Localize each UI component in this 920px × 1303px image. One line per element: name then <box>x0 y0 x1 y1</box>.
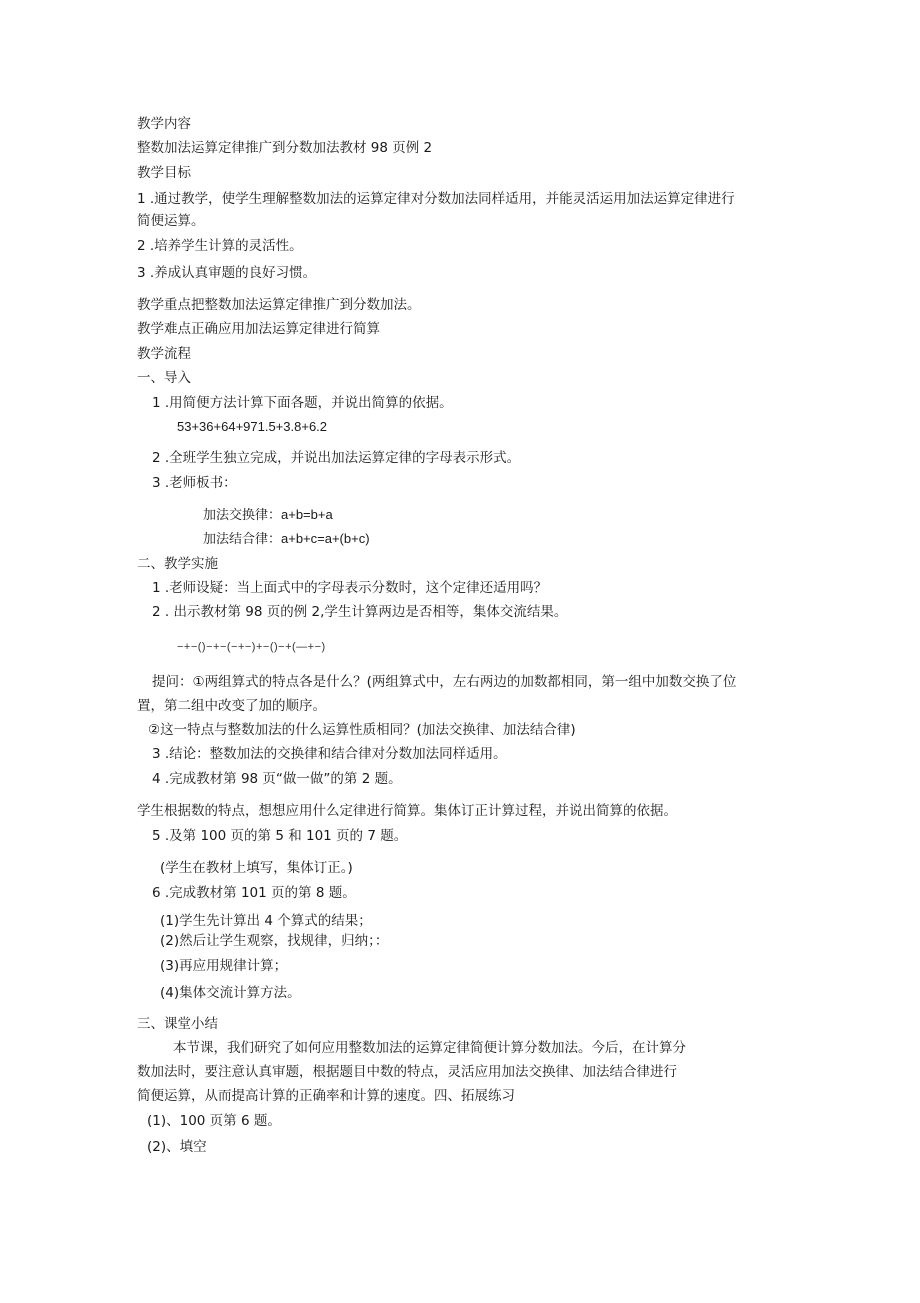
objective-1-cont: 简便运算。 <box>137 213 205 229</box>
sub-step-1: (1)学生先计算出 4 个算式的结果； <box>160 913 372 929</box>
part-heading-summary: 三、课堂小结 <box>137 1016 218 1032</box>
question-line-1: 提问：①两组算式的特点各是什么？(两组算式中，左右两边的加数都相同，第一组中加数交换了位 <box>152 674 737 690</box>
question-line-2: 置，第二组中改变了加的顺序。 <box>137 698 326 714</box>
impl-step-2: 2 . 出示教材第 98 页的例 2,学生计算两边是否相等，集体交流结果。 <box>152 604 568 620</box>
content-line: 整数加法运算定律推广到分数加法教材 98 页例 2 <box>137 140 433 156</box>
impl-step-5-note: (学生在教材上填写，集体订正。) <box>160 860 353 876</box>
sub-step-3: (3)再应用规律计算； <box>160 958 288 974</box>
impl-step-4: 4 .完成教材第 98 页“做一做”的第 2 题。 <box>152 771 402 787</box>
objective-1: 1 .通过教学，使学生理解整数加法的运算定律对分数加法同样适用，并能灵活运用加法运算定律进行 <box>137 191 735 207</box>
section-heading-content: 教学内容 <box>137 116 191 132</box>
associative-law: 加法结合律：a+b+c=a+(b+c) <box>203 531 370 546</box>
impl-step-6: 6 .完成教材第 101 页的第 8 题。 <box>152 885 356 901</box>
extension-item-2: (2)、填空 <box>147 1139 207 1155</box>
key-point: 教学重点把整数加法运算定律推广到分数加法。 <box>137 297 421 313</box>
part-heading-implementation: 二、教学实施 <box>137 556 218 572</box>
question-line-3: ②这一特点与整数加法的什么运算性质相同？(加法交换律、加法结合律) <box>148 722 576 738</box>
intro-expression: 53+36+64+971.5+3.8+6.2 <box>177 419 328 434</box>
summary-line-1: 本节课，我们研究了如何应用整数加法的运算定律简便计算分数加法。今后，在计算分 <box>173 1040 686 1056</box>
sub-step-4: (4)集体交流计算方法。 <box>160 985 301 1001</box>
difficult-point: 教学难点正确应用加法运算定律进行简算 <box>137 321 380 337</box>
commutative-law: 加法交换律：a+b=b+a <box>203 507 333 522</box>
section-heading-process: 教学流程 <box>137 346 191 362</box>
intro-step-2: 2 .全班学生独立完成，并说出加法运算定律的字母表示形式。 <box>152 450 521 466</box>
impl-step-5: 5 .及第 100 页的第 5 和 101 页的 7 题。 <box>152 828 408 844</box>
impl-step-3: 3 .结论：整数加法的交换律和结合律对分数加法同样适用。 <box>152 746 507 762</box>
student-activity: 学生根据数的特点，想想应用什么定律进行简算。集体订正计算过程，并说出简算的依据。 <box>137 803 677 819</box>
intro-step-3: 3 .老师板书： <box>152 475 237 491</box>
summary-line-3: 简便运算，从而提高计算的正确率和计算的速度。四、拓展练习 <box>137 1088 515 1104</box>
part-heading-intro: 一、导入 <box>137 370 191 386</box>
objective-2: 2 .培养学生计算的灵活性。 <box>137 238 303 254</box>
summary-line-2: 数加法时，要注意认真审题，根据题目中数的特点，灵活应用加法交换律、加法结合律进行 <box>137 1064 677 1080</box>
impl-step-1: 1 .老师设疑：当上面式中的字母表示分数时，这个定律还适用吗？ <box>152 580 548 596</box>
intro-step-1: 1 .用简便方法计算下面各题，并说出简算的依据。 <box>152 395 453 411</box>
sub-step-2: (2)然后让学生观察，找规律，归纳；： <box>160 933 389 949</box>
objective-3: 3 .养成认真审题的良好习惯。 <box>137 265 317 281</box>
section-heading-objectives: 教学目标 <box>137 165 191 181</box>
extension-item-1: (1)、100 页第 6 题。 <box>147 1113 281 1129</box>
fraction-expressions: −+−()−+−(−+−)+−()−+(—+−) <box>177 641 326 653</box>
